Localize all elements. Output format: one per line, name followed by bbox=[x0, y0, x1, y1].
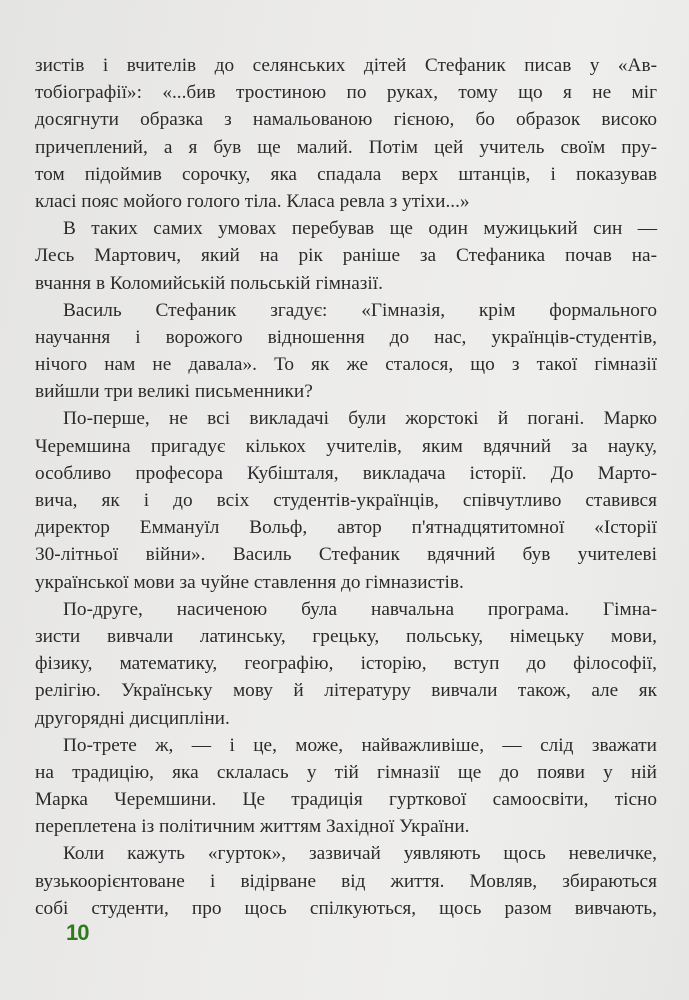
text-line: вузькоорієнтоване і відірване від життя. Мовляв, збираються bbox=[35, 870, 657, 892]
text-line: нічого нам не давала». То як же сталося, що з такої гімназії bbox=[35, 354, 657, 376]
text-line: причеплений, а я був ще малий. Потім цей учитель своїм пру- bbox=[35, 136, 657, 158]
text-line: вчання в Коломийській польській гімназії. bbox=[35, 272, 383, 294]
text-line: особливо професора Кубішталя, викладача історії. До Марто- bbox=[35, 462, 657, 484]
text-line: вийшли три великі письменники? bbox=[35, 381, 313, 403]
text-line: По-трете ж, — і це, може, найважливіше, — слід зважати bbox=[63, 734, 657, 756]
text-line: класі пояс мойого голого тіла. Класа ревла з утіхи...» bbox=[35, 190, 470, 212]
text-line: По-перше, не всі викладачі були жорстокі й погані. Марко bbox=[63, 408, 657, 430]
text-line: том підоймив сорочку, яка спадала верх штанців, і показував bbox=[35, 163, 657, 185]
text-line: зисти вивчали латинську, грецьку, польську, німецьку мови, bbox=[35, 625, 657, 647]
text-line: Коли кажуть «гурток», зазвичай уявляють щось невеличке, bbox=[63, 843, 657, 865]
text-line: Марка Черемшини. Це традиція гурткової самоосвіти, тісно bbox=[35, 789, 657, 811]
text-line: Черемшина пригадує кількох учителів, яким вдячний за науку, bbox=[35, 435, 657, 457]
body-text bbox=[35, 52, 657, 922]
text-line: директор Еммануїл Вольф, автор п'ятнадцятитомної «Історії bbox=[35, 517, 657, 539]
text-line: релігію. Українську мову й літературу вивчали також, але як bbox=[35, 680, 657, 702]
text-line: української мови за чуйне ставлення до гімназистів. bbox=[35, 571, 464, 593]
text-line: собі студенти, про щось спілкуються, щось разом вивчають, bbox=[35, 897, 657, 919]
page-number: 10 bbox=[66, 920, 89, 945]
text-line: другорядні дисципліни. bbox=[35, 707, 230, 729]
text-line: В таких самих умовах перебував ще один мужицький син — bbox=[63, 218, 657, 240]
text-line: Лесь Мартович, який на рік раніше за Стефаника почав на- bbox=[35, 245, 657, 267]
text-line: 30-літньої війни». Василь Стефаник вдячний був учителеві bbox=[35, 544, 657, 566]
text-line: зистів і вчителів до селянських дітей Стефаник писав у «Ав- bbox=[35, 55, 657, 76]
text-line: вича, як і до всіх студентів-українців, співчутливо ставився bbox=[35, 490, 657, 511]
text-line: переплетена із політичним життям Західної України. bbox=[35, 816, 470, 838]
text-line: научання і ворожого відношення до нас, українців-студентів, bbox=[35, 326, 657, 348]
text-line: фізику, математику, географію, історію, вступ до філософії, bbox=[35, 653, 657, 675]
text-line: на традицію, яка склалась у тій гімназії ще до появи у ній bbox=[35, 761, 657, 783]
text-line: По-друге, насиченою була навчальна програма. Гімна- bbox=[63, 598, 657, 620]
text-line: Василь Стефаник згадує: «Гімназія, крім формального bbox=[63, 299, 657, 321]
text-line: тобіографії»: «...бив тростиною по руках, тому що я не міг bbox=[35, 82, 657, 104]
text-line: досягнути образка з намальованою гієною, бо образок високо bbox=[35, 109, 657, 131]
